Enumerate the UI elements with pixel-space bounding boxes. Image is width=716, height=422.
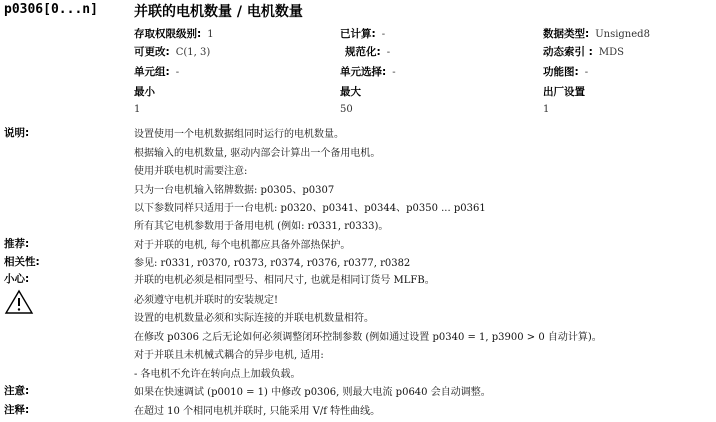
caution-line: 并联的电机必须是相同型号、相同尺寸, 也就是相同订货号 MLFB。 xyxy=(134,275,435,286)
description-line: 设置使用一个电机数据组同时运行的电机数量。 xyxy=(134,129,344,140)
description-line: 根据输入的电机数量, 驱动内部会计算出一个备用电机。 xyxy=(134,148,381,159)
unit-selection-value: - xyxy=(392,67,396,78)
dynamic-index-label: 动态索引 : xyxy=(543,46,593,58)
calculated-value: - xyxy=(381,29,386,40)
recommendation-text: 对于并联的电机, 每个电机都应具备外部热保护。 xyxy=(134,240,351,251)
min-header: 最小 xyxy=(134,86,155,98)
normalization-label: 规范化: xyxy=(345,46,381,58)
function-diagram-value: - xyxy=(584,67,589,78)
function-diagram-label: 功能图: xyxy=(543,66,579,78)
note-label: 注意: xyxy=(4,385,30,397)
description-line: 只为一台电机输入铭牌数据: p0305、p0307 xyxy=(134,185,335,196)
changeable-label: 可更改: xyxy=(134,46,170,58)
caution-line: 对于并联且未机械式耦合的异步电机, 适用: xyxy=(134,350,324,361)
data-type xyxy=(543,26,650,41)
description-label: 说明: xyxy=(4,127,30,139)
calculated xyxy=(340,26,385,41)
unit-group-label: 单元组: xyxy=(134,66,170,78)
factory-setting-value: 1 xyxy=(543,104,550,115)
description-line: 使用并联电机时需要注意: xyxy=(134,166,248,177)
data-type-label: 数据类型: xyxy=(543,28,590,40)
normalization xyxy=(345,44,390,59)
parameter-title: 并联的电机数量 / 电机数量 xyxy=(134,4,303,20)
changeable xyxy=(134,44,210,59)
dynamic-index xyxy=(543,44,624,59)
caution-line: 在修改 p0306 之后无论如何必须调整闭环控制参数 (例如通过设置 p0340 = 1, p3900 > 0 自动计算)。 xyxy=(134,332,602,343)
unit-group-value: - xyxy=(175,67,180,78)
changeable-value: C(1, 3) xyxy=(175,47,211,58)
unit-group xyxy=(134,64,179,79)
max-value: 50 xyxy=(340,104,353,115)
unit-selection-label: 单元选择: xyxy=(340,66,387,78)
caution-line: 必须遵守电机并联时的安装规定! xyxy=(134,295,279,306)
dependency-label: 相关性: xyxy=(4,256,40,268)
access-level-value: 1 xyxy=(207,29,214,40)
max-header: 最大 xyxy=(340,86,361,98)
recommendation-label: 推荐: xyxy=(4,238,30,250)
caution-line: 设置的电机数量必须和实际连接的并联电机数量相符。 xyxy=(134,313,374,324)
factory-setting-header: 出厂设置 xyxy=(543,86,585,98)
function-diagram xyxy=(543,64,588,79)
min-value: 1 xyxy=(134,104,141,115)
calculated-label: 已计算: xyxy=(340,28,376,40)
description-line: 以下参数同样只适用于一台电机: p0320、p0341、p0344、p0350 ... p0361 xyxy=(134,203,486,214)
dependency-text: 参见: r0331, r0370, r0373, r0374, r0376, r0377, r0382 xyxy=(134,258,411,269)
description-line: 所有其它电机参数用于备用电机 (例如: r0331, r0333)。 xyxy=(134,221,389,232)
parameter-id: p0306[0...n] xyxy=(4,2,98,17)
normalization-value: - xyxy=(386,47,391,58)
data-type-value: Unsigned8 xyxy=(595,29,650,40)
note-text: 如果在快速调试 (p0010 = 1) 中修改 p0306, 则最大电流 p0640 会自动调整。 xyxy=(134,387,491,398)
warning-triangle-icon xyxy=(4,289,34,315)
access-level-label: 存取权限级别: xyxy=(134,28,202,40)
caution-line: - 各电机不允许在转向点上加载负载。 xyxy=(134,369,301,380)
remark-label: 注释: xyxy=(4,404,30,416)
caution-label: 小心: xyxy=(4,273,30,285)
access-level xyxy=(134,26,214,41)
remark-text: 在超过 10 个相同电机并联时, 只能采用 V/f 特性曲线。 xyxy=(134,406,381,417)
dynamic-index-value: MDS xyxy=(598,47,624,58)
unit-selection xyxy=(340,64,396,79)
